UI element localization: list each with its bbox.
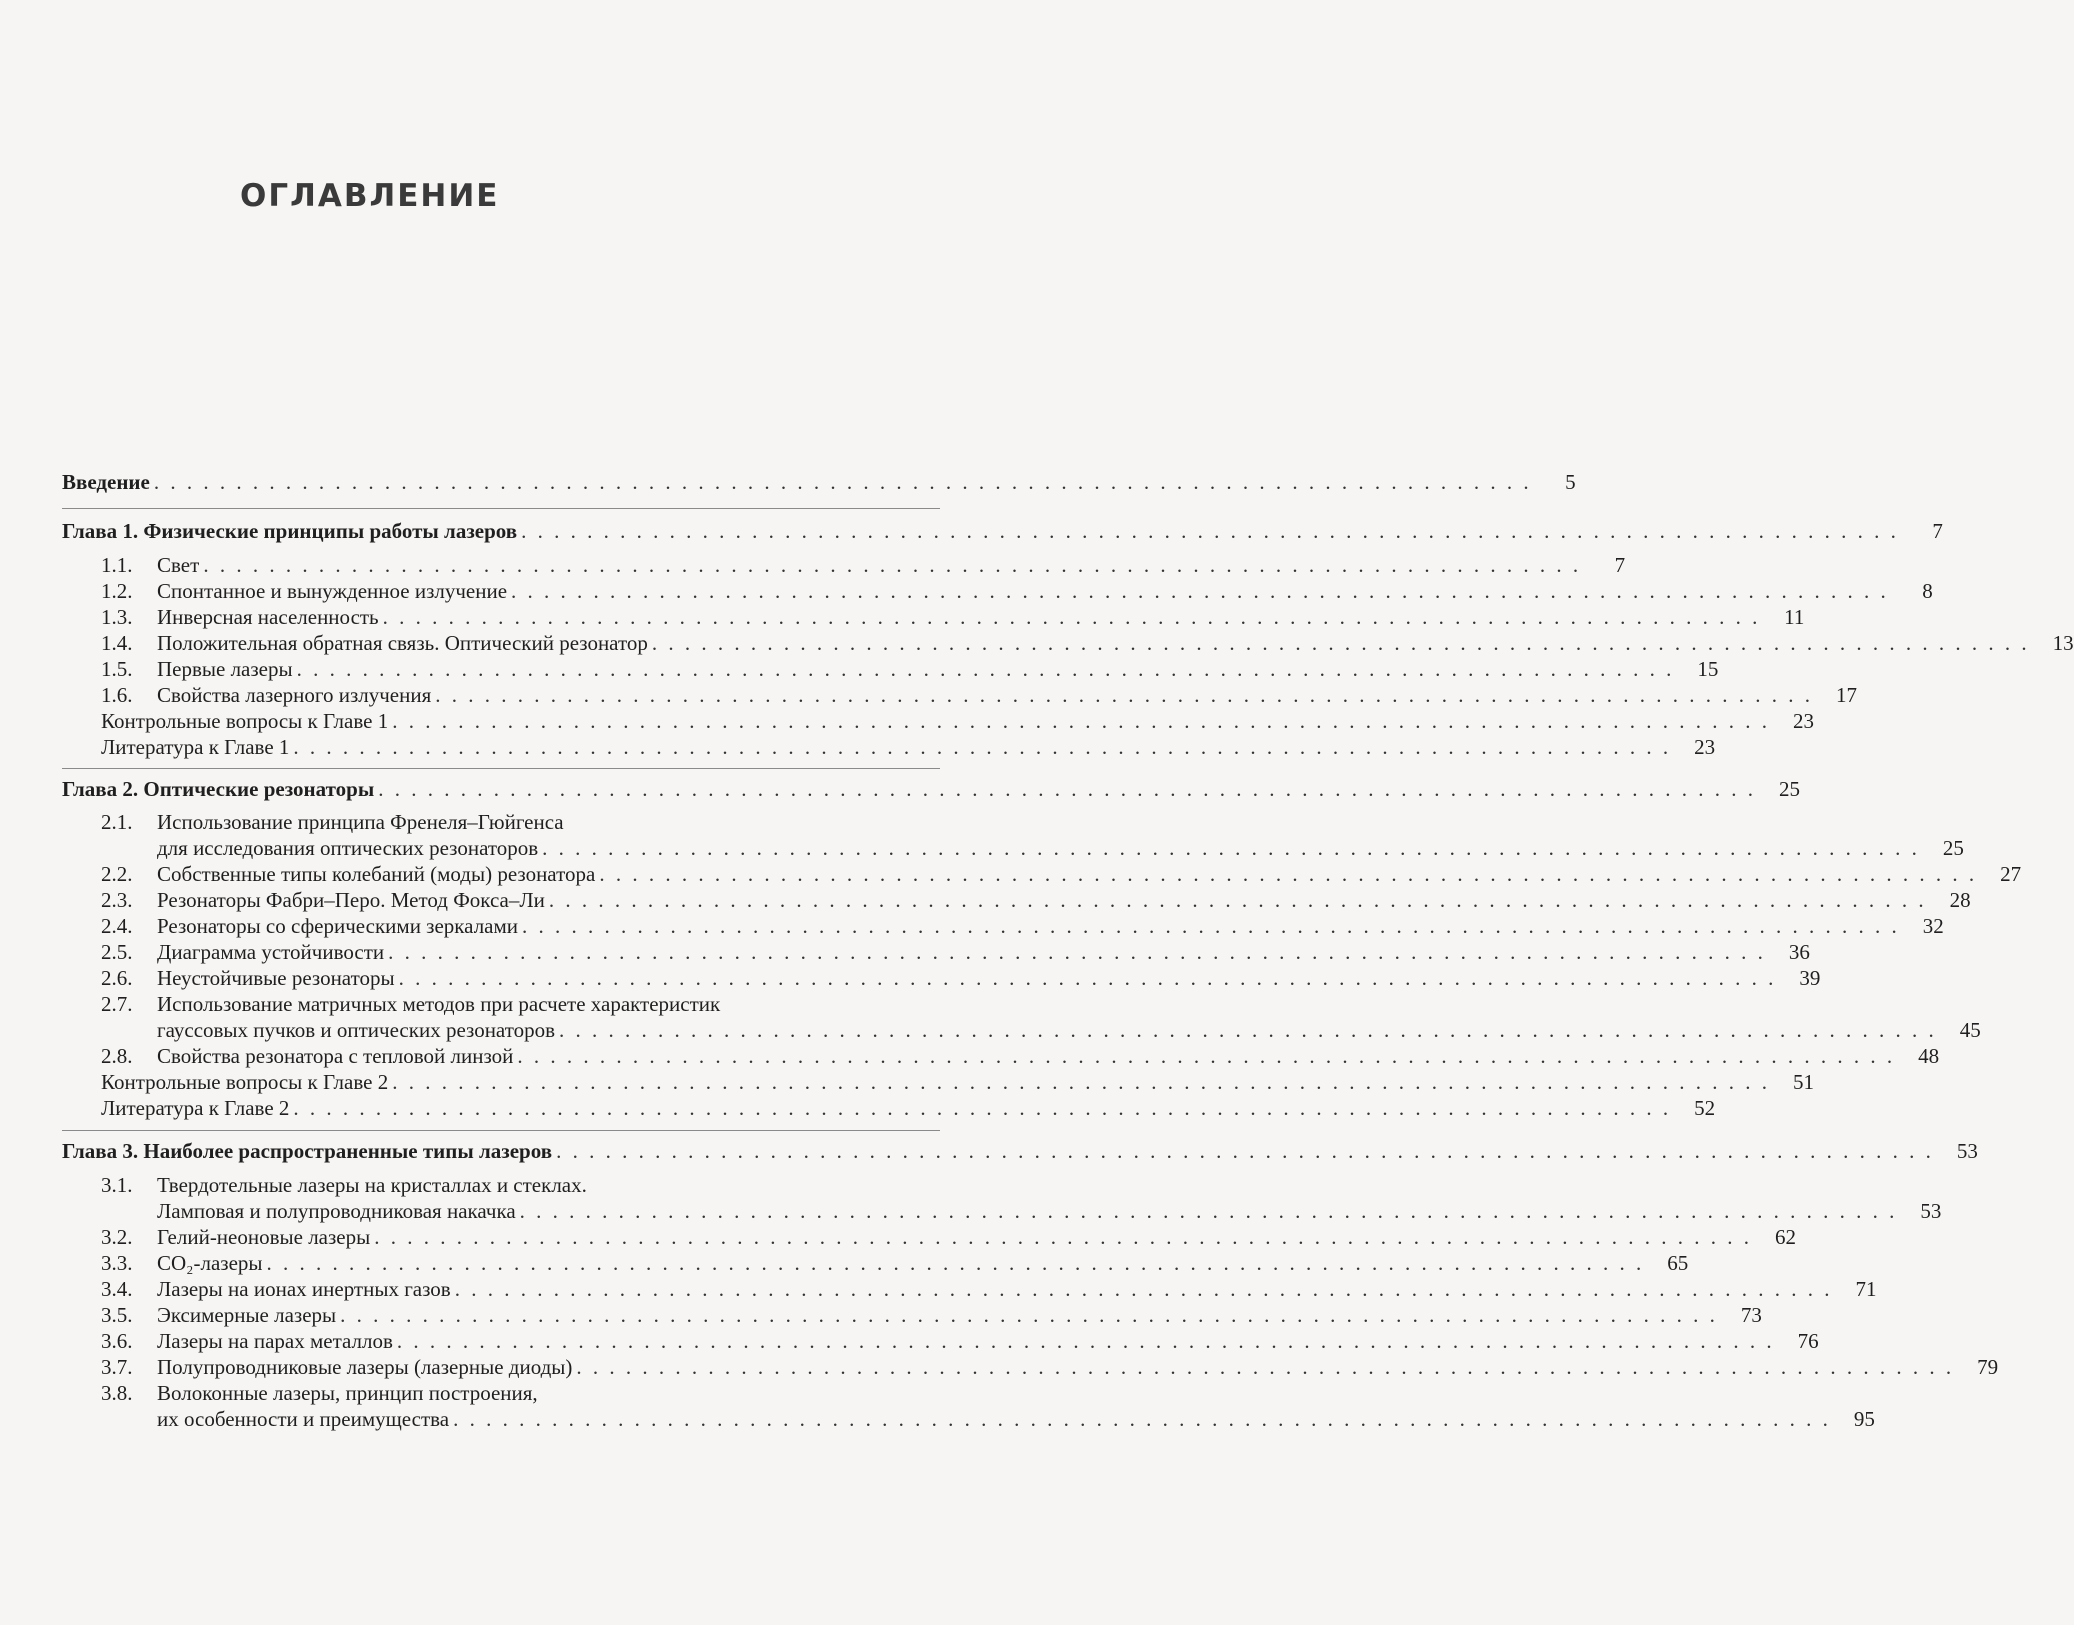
toc-page-number: 53 (1920, 1199, 1942, 1223)
section-number: 3.2. (101, 1225, 133, 1249)
section-title: Первые лазеры (157, 657, 293, 681)
dot-leader: . . . . . . . . . . . . . . . . . . . . . . . . . . . . . . . . . . . . . . . . . . . . . . . . . . . . . . . . . . . . . . . . . . . . . . . . . . . . . . . . . . . . (556, 1139, 1934, 1163)
toc-chapter-title: Глава 1. Физические принципы работы лазеров (62, 519, 518, 543)
toc-chapter-title: Глава 3. Наиболее распространенные типы лазеров (62, 1139, 553, 1163)
toc-page-number: 8 (1922, 579, 1933, 603)
section-title: гауссовых пучков и оптических резонаторов (157, 1018, 556, 1042)
toc-section[interactable] (101, 1042, 1940, 1070)
section-number: 3.1. (101, 1173, 133, 1197)
section-number: 1.2. (101, 579, 133, 603)
section-title: Полупроводниковые лазеры (лазерные диоды) (157, 1355, 573, 1379)
dot-leader: . . . . . . . . . . . . . . . . . . . . . . . . . . . . . . . . . . . . . . . . . . . . . . . . . . . . . . . . . . . . . . . . . . . . . . . . . . . . . . . . . . . . (454, 1277, 1833, 1301)
section-title: Контрольные вопросы к Главе 1 (101, 709, 389, 733)
toc-section-continued[interactable] (101, 1016, 1981, 1044)
toc-section-continued[interactable] (101, 834, 1964, 862)
dot-leader: . . . . . . . . . . . . . . . . . . . . . . . . . . . . . . . . . . . . . . . . . . . . . . . . . . . . . . . . . . . . . . . . . . . . . . . . . . . . . . . . . . . . (576, 1355, 1955, 1379)
toc-chapter-2[interactable] (62, 775, 1800, 803)
dot-leader: . . . . . . . . . . . . . . . . . . . . . . . . . . . . . . . . . . . . . . . . . . . . . . . . . . . . . . . . . . . . . . . . . . . . . . . . . . . . . . . . . . . . (388, 940, 1766, 964)
section-title: Свойства лазерного излучения (157, 683, 432, 707)
section-title: Литература к Главе 2 (101, 1096, 290, 1120)
section-title: Контрольные вопросы к Главе 2 (101, 1070, 389, 1094)
dot-leader: . . . . . . . . . . . . . . . . . . . . . . . . . . . . . . . . . . . . . . . . . . . . . . . . . . . . . . . . . . . . . . . . . . . . . . . . . . . . . . . . . . . . (203, 553, 1582, 577)
section-number: 1.5. (101, 657, 133, 681)
toc-section-continued[interactable] (101, 1197, 1942, 1225)
dot-leader: . . . . . . . . . . . . . . . . . . . . . . . . . . . . . . . . . . . . . . . . . . . . . . . . . . . . . . . . . . . . . . . . . . . . . . . . . . . . . . . . . . . . (293, 1096, 1672, 1120)
toc-page-number: 51 (1792, 1070, 1814, 1094)
toc-page-number: 25 (1942, 836, 1964, 860)
toc-literature-2[interactable] (101, 1094, 1716, 1122)
dot-leader: . . . . . . . . . . . . . . . . . . . . . . . . . . . . . . . . . . . . . . . . . . . . . . . . . . . . . . . . . . . . . . . . . . . . . . . . . . . . . . . . . . . . (392, 709, 1770, 733)
section-number: 3.7. (101, 1355, 133, 1379)
section-title: Лазеры на парах металлов (157, 1329, 393, 1353)
section-title: Твердотельные лазеры на кристаллах и стеклах. (157, 1173, 587, 1197)
toc-page-number: 45 (1959, 1018, 1981, 1042)
section-number: 1.4. (101, 631, 133, 655)
dot-leader: . . . . . . . . . . . . . . . . . . . . . . . . . . . . . . . . . . . . . . . . . . . . . . . . . . . . . . . . . . . . . . . . . . . . . . . . . . . . . . . . . . . . (398, 966, 1777, 990)
section-title: Диаграмма устойчивости (157, 940, 385, 964)
section-title: Резонаторы Фабри–Перо. Метод Фокса–Ли (157, 888, 545, 912)
toc-page-number: 23 (1694, 735, 1716, 759)
section-title: Свет (157, 553, 200, 577)
section-number: 1.3. (101, 605, 133, 629)
toc-section[interactable] (101, 1223, 1796, 1251)
toc-section[interactable] (101, 964, 1821, 992)
toc-page-number: 52 (1694, 1096, 1716, 1120)
dot-leader: . . . . . . . . . . . . . . . . . . . . . . . . . . . . . . . . . . . . . . . . . . . . . . . . . . . . . . . . . . . . . . . . . . . . . . . . . . . . . . . . . . . . (522, 914, 1900, 938)
toc-page-number: 39 (1799, 966, 1821, 990)
section-number: 2.3. (101, 888, 133, 912)
section-number: 3.6. (101, 1329, 133, 1353)
toc-chapter-title: Глава 2. Оптические резонаторы (62, 777, 375, 801)
toc-section[interactable] (101, 1379, 940, 1407)
toc-page-number: 73 (1740, 1303, 1762, 1327)
section-title: Использование принципа Френеля–Гюйгенса (157, 810, 564, 834)
section-title: Положительная обратная связь. Оптический резонатор (157, 631, 648, 655)
section-number: 1.6. (101, 683, 133, 707)
divider (62, 1130, 940, 1131)
toc-section[interactable] (101, 1275, 1877, 1303)
toc-page-number: 95 (1853, 1407, 1875, 1431)
toc-section[interactable] (101, 912, 1944, 940)
toc-literature-1[interactable] (101, 733, 1716, 761)
toc-section[interactable] (101, 629, 2074, 657)
section-number: 2.2. (101, 862, 133, 886)
section-title: Гелий-неоновые лазеры (157, 1225, 371, 1249)
section-title: Ламповая и полупроводниковая накачка (157, 1199, 516, 1223)
toc-section[interactable] (101, 603, 1805, 631)
dot-leader: . . . . . . . . . . . . . . . . . . . . . . . . . . . . . . . . . . . . . . . . . . . . . . . . . . . . . . . . . . . . . . . . . . . . . . . . . . . . . . . . . . . . (511, 579, 1889, 603)
toc-section[interactable] (101, 938, 1810, 966)
toc-page-number: 11 (1784, 605, 1805, 629)
section-title: Использование матричных методов при расчете характеристик (157, 992, 721, 1016)
section-title: Инверсная населенность (157, 605, 379, 629)
section-title: Волоконные лазеры, принцип построения, (157, 1381, 538, 1405)
section-title: Литература к Главе 1 (101, 735, 290, 759)
toc-page-number: 15 (1697, 657, 1719, 681)
toc-page-number: 23 (1792, 709, 1814, 733)
toc-section[interactable] (101, 551, 1626, 579)
toc-section[interactable] (101, 860, 2022, 888)
toc-chapter-3[interactable] (62, 1137, 1978, 1165)
section-title: Собственные типы колебаний (моды) резонатора (157, 862, 596, 886)
toc-page-number: 27 (2000, 862, 2022, 886)
dot-leader: . . . . . . . . . . . . . . . . . . . . . . . . . . . . . . . . . . . . . . . . . . . . . . . . . . . . . . . . . . . . . . . . . . . . . . . . . . . . . . . . . . . . (293, 735, 1672, 759)
toc-page-number: 7 (1932, 519, 1943, 543)
dot-leader: . . . . . . . . . . . . . . . . . . . . . . . . . . . . . . . . . . . . . . . . . . . . . . . . . . . . . . . . . . . . . . . . . . . . . . . . . . . . . . . . . . . . (542, 836, 1920, 860)
section-number: 2.1. (101, 810, 133, 834)
toc-page-number: 25 (1778, 777, 1800, 801)
dot-leader: . . . . . . . . . . . . . . . . . . . . . . . . . . . . . . . . . . . . . . . . . . . . . . . . . . . . . . . . . . . . . . . . . . . . . . . . . . . . . . . . . . . . (378, 777, 1756, 801)
page-title: ОГЛАВЛЕНИЕ (240, 178, 500, 214)
toc-section[interactable] (101, 808, 940, 836)
dot-leader: . . . . . . . . . . . . . . . . . . . . . . . . . . . . . . . . . . . . . . . . . . . . . . . . . . . . . . . . . . . . . . . . . . . . . . . . . . . . . . . . . . . . (340, 1303, 1718, 1327)
section-title: Резонаторы со сферическими зеркалами (157, 914, 519, 938)
section-number: 2.7. (101, 992, 133, 1016)
toc-page-number: 62 (1774, 1225, 1796, 1249)
dot-leader: . . . . . . . . . . . . . . . . . . . . . . . . . . . . . . . . . . . . . . . . . . . . . . . . . . . . . . . . . . . . . . . . . . . . . . . . . . . . . . . . . . . . (599, 862, 1978, 886)
dot-leader: . . . . . . . . . . . . . . . . . . . . . . . . . . . . . . . . . . . . . . . . . . . . . . . . . . . . . . . . . . . . . . . . . . . . . . . . . . . . . . . . . . . . (453, 1407, 1831, 1431)
section-number: 2.4. (101, 914, 133, 938)
toc-page-number: 65 (1667, 1251, 1689, 1275)
toc-page-number: 48 (1918, 1044, 1940, 1068)
section-number: 3.8. (101, 1381, 133, 1405)
dot-leader: . . . . . . . . . . . . . . . . . . . . . . . . . . . . . . . . . . . . . . . . . . . . . . . . . . . . . . . . . . . . . . . . . . . . . . . . . . . . . . . . . . . . (392, 1070, 1770, 1094)
toc-section[interactable] (101, 1171, 940, 1199)
toc-page-number: 71 (1855, 1277, 1877, 1301)
toc-section[interactable] (101, 886, 1971, 914)
section-title: их особенности и преимущества (157, 1407, 450, 1431)
section-title: Эксимерные лазеры (157, 1303, 337, 1327)
section-title: Лазеры на ионах инертных газов (157, 1277, 451, 1301)
section-title: CO₂-лазеры (157, 1251, 263, 1275)
section-number: 3.4. (101, 1277, 133, 1301)
dot-leader: . . . . . . . . . . . . . . . . . . . . . . . . . . . . . . . . . . . . . . . . . . . . . . . . . . . . . . . . . . . . . . . . . . . . . . . . . . . . . . . . . . . . (396, 1329, 1775, 1353)
dot-leader: . . . . . . . . . . . . . . . . . . . . . . . . . . . . . . . . . . . . . . . . . . . . . . . . . . . . . . . . . . . . . . . . . . . . . . . . . . . . . . . . . . . . (559, 1018, 1937, 1042)
section-title: для исследования оптических резонаторов (157, 836, 539, 860)
section-number: 2.8. (101, 1044, 133, 1068)
toc-section[interactable] (101, 1249, 1689, 1277)
dot-leader: . . . . . . . . . . . . . . . . . . . . . . . . . . . . . . . . . . . . . . . . . . . . . . . . . . . . . . . . . . . . . . . . . . . . . . . . . . . . . . . . . . . . (435, 683, 1814, 707)
dot-leader: . . . . . . . . . . . . . . . . . . . . . . . . . . . . . . . . . . . . . . . . . . . . . . . . . . . . . . . . . . . . . . . . . . . . . . . . . . . . . . . . . . . . (651, 631, 2030, 655)
toc-section[interactable] (101, 1327, 1819, 1355)
toc-section[interactable] (101, 1353, 1999, 1381)
dot-leader: . . . . . . . . . . . . . . . . . . . . . . . . . . . . . . . . . . . . . . . . . . . . . . . . . . . . . . . . . . . . . . . . . . . . . . . . . . . . . . . . . . . . (296, 657, 1675, 681)
toc-page-number: 53 (1956, 1139, 1978, 1163)
toc-page-number: 76 (1797, 1329, 1819, 1353)
toc-page-number: 79 (1977, 1355, 1999, 1379)
dot-leader: . . . . . . . . . . . . . . . . . . . . . . . . . . . . . . . . . . . . . . . . . . . . . . . . . . . . . . . . . . . . . . . . . . . . . . . . . . . . . . . . . . . . (374, 1225, 1752, 1249)
toc-page-number: 7 (1614, 553, 1626, 577)
section-title: Неустойчивые резонаторы (157, 966, 395, 990)
toc-questions-2[interactable] (101, 1068, 1814, 1096)
toc-questions-1[interactable] (101, 707, 1814, 735)
toc-section[interactable] (101, 1301, 1762, 1329)
section-title: Спонтанное и вынужденное излучение (157, 579, 508, 603)
toc-entry-intro[interactable] (62, 468, 1576, 496)
section-number: 2.6. (101, 966, 133, 990)
section-number: 3.5. (101, 1303, 133, 1327)
section-title: Свойства резонатора с тепловой линзой (157, 1044, 514, 1068)
toc-page-number: 5 (1565, 470, 1576, 494)
toc-page-number: 28 (1949, 888, 1971, 912)
section-number: 3.3. (101, 1251, 133, 1275)
dot-leader: . . . . . . . . . . . . . . . . . . . . . . . . . . . . . . . . . . . . . . . . . . . . . . . . . . . . . . . . . . . . . . . . . . . . . . . . . . . . . . . . . . . . (517, 1044, 1896, 1068)
toc-section[interactable] (101, 990, 940, 1018)
dot-leader: . . . . . . . . . . . . . . . . . . . . . . . . . . . . . . . . . . . . . . . . . . . . . . . . . . . . . . . . . . . . . . . . . . . . . . . . . . . . . . . . . . . . (382, 605, 1761, 629)
toc-section-continued[interactable] (101, 1405, 1875, 1433)
divider (62, 768, 940, 769)
toc-section[interactable] (101, 655, 1719, 683)
dot-leader: . . . . . . . . . . . . . . . . . . . . . . . . . . . . . . . . . . . . . . . . . . . . . . . . . . . . . . . . . . . . . . . . . . . . . . . . . . . . . . . . . . . . (519, 1199, 1898, 1223)
dot-leader: . . . . . . . . . . . . . . . . . . . . . . . . . . . . . . . . . . . . . . . . . . . . . . . . . . . . . . . . . . . . . . . . . . . . . . . . . . . . . . . . . . . . (266, 1251, 1645, 1275)
dot-leader: . . . . . . . . . . . . . . . . . . . . . . . . . . . . . . . . . . . . . . . . . . . . . . . . . . . . . . . . . . . . . . . . . . . . . . . . . . . . . . . . . . . . (548, 888, 1927, 912)
divider (62, 508, 940, 509)
section-number: 1.1. (101, 553, 133, 577)
toc-page-number: 36 (1788, 940, 1810, 964)
toc-chapter-1[interactable] (62, 517, 1943, 545)
dot-leader: . . . . . . . . . . . . . . . . . . . . . . . . . . . . . . . . . . . . . . . . . . . . . . . . . . . . . . . . . . . . . . . . . . . . . . . . . . . . . . . . . . . . (153, 470, 1532, 494)
toc-page-number: 17 (1836, 683, 1858, 707)
dot-leader: . . . . . . . . . . . . . . . . . . . . . . . . . . . . . . . . . . . . . . . . . . . . . . . . . . . . . . . . . . . . . . . . . . . . . . . . . . . . . . . . . . . . (521, 519, 1899, 543)
toc-section[interactable] (101, 681, 1858, 709)
toc-page-number: 32 (1922, 914, 1944, 938)
toc-page-number: 13 (2052, 631, 2074, 655)
toc-entry-title: Введение (62, 470, 150, 494)
section-number: 2.5. (101, 940, 133, 964)
toc-section[interactable] (101, 577, 1933, 605)
